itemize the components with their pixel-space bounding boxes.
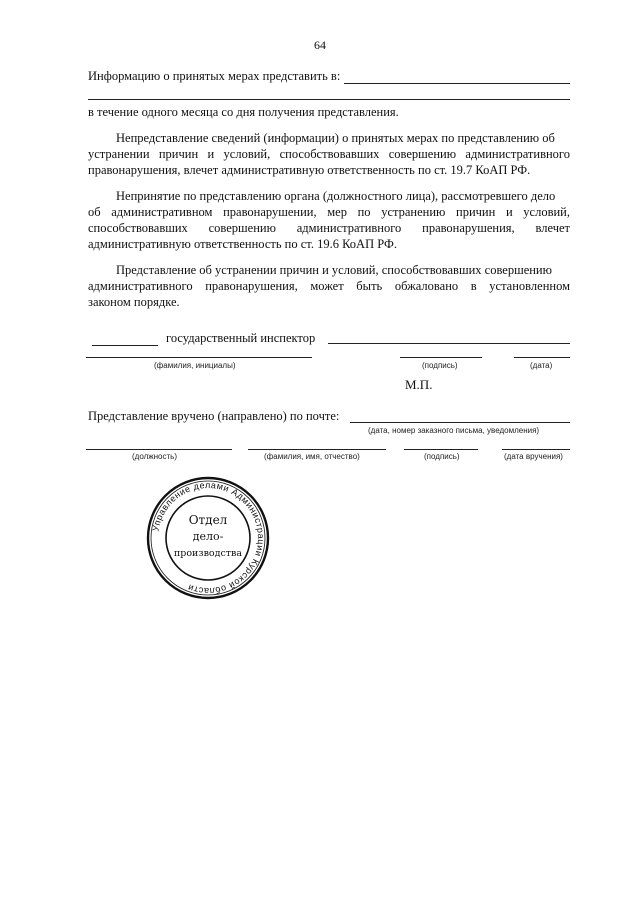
caption-name: (фамилия, инициалы): [154, 361, 236, 370]
caption-delivery-signature: (подпись): [424, 452, 460, 461]
office-stamp: [146, 476, 270, 600]
info-request-line-2: [88, 99, 570, 100]
inspector-role: государственный инспектор: [166, 331, 316, 345]
info-request-line-1: [344, 83, 570, 84]
stamp-center-line-1: Отдел: [188, 513, 228, 527]
inspector-fio-line: [86, 357, 312, 358]
caption-position: (должность): [132, 452, 177, 461]
delivery-position-line: [86, 449, 232, 450]
delivery-label: Представление вручено (направлено) по почте:: [88, 409, 340, 423]
paragraph-2-line-4: административную ответственность по ст. 19.6 КоАП РФ.: [88, 237, 397, 251]
inspector-date-line: [514, 357, 570, 358]
page-number: 64: [314, 38, 326, 52]
caption-date: (дата): [530, 361, 553, 370]
info-request-term: в течение одного месяца со дня получения представления.: [88, 105, 399, 119]
paragraph-1-line-1: Непредставление сведений (информации) о принятых мерах по представлению об: [116, 131, 555, 145]
inspector-name-line: [328, 343, 570, 344]
stamp-center-line-3: производства: [173, 548, 243, 559]
stamp-center-line-2: дело-: [192, 530, 224, 543]
delivery-date-line: [502, 449, 570, 450]
inspector-signature-line: [400, 357, 482, 358]
inspector-prefix-line: [92, 345, 158, 346]
caption-mail: (дата, номер заказного письма, уведомления): [368, 426, 540, 435]
paragraph-3-line-1: Представление об устранении причин и условий, способствовавших совершению: [116, 263, 552, 277]
paragraph-3-line-3: законом порядке.: [88, 295, 180, 309]
info-request-label: Информацию о принятых мерах представить в:: [88, 69, 341, 83]
seal-mark: М.П.: [405, 377, 433, 392]
delivery-fullname-line: [248, 449, 386, 450]
paragraph-1-line-2: устранении причин и условий, способствовавших совершению административного: [88, 147, 570, 161]
delivery-line: [350, 422, 570, 423]
caption-fullname: (фамилия, имя, отчество): [264, 452, 360, 461]
paragraph-3-line-2: административного правонарушения, может быть обжаловано в установленном: [88, 279, 570, 293]
paragraph-2-line-2: об административном правонарушении, мер по устранению причин и условий,: [88, 205, 570, 219]
paragraph-2-line-1: Непринятие по представлению органа (должностного лица), рассмотревшего дело: [116, 189, 556, 203]
paragraph-1-line-3: правонарушения, влечет административную ответственность по ст. 19.7 КоАП РФ.: [88, 163, 531, 177]
paragraph-2-line-3: способствовавших совершению административного правонарушения, влечет: [88, 221, 570, 235]
caption-delivery-date: (дата вручения): [504, 452, 563, 461]
stamp-ring-text: Управление делами Администрации Курской области: [150, 479, 267, 597]
caption-signature: (подпись): [422, 361, 458, 370]
delivery-signature-line: [404, 449, 478, 450]
